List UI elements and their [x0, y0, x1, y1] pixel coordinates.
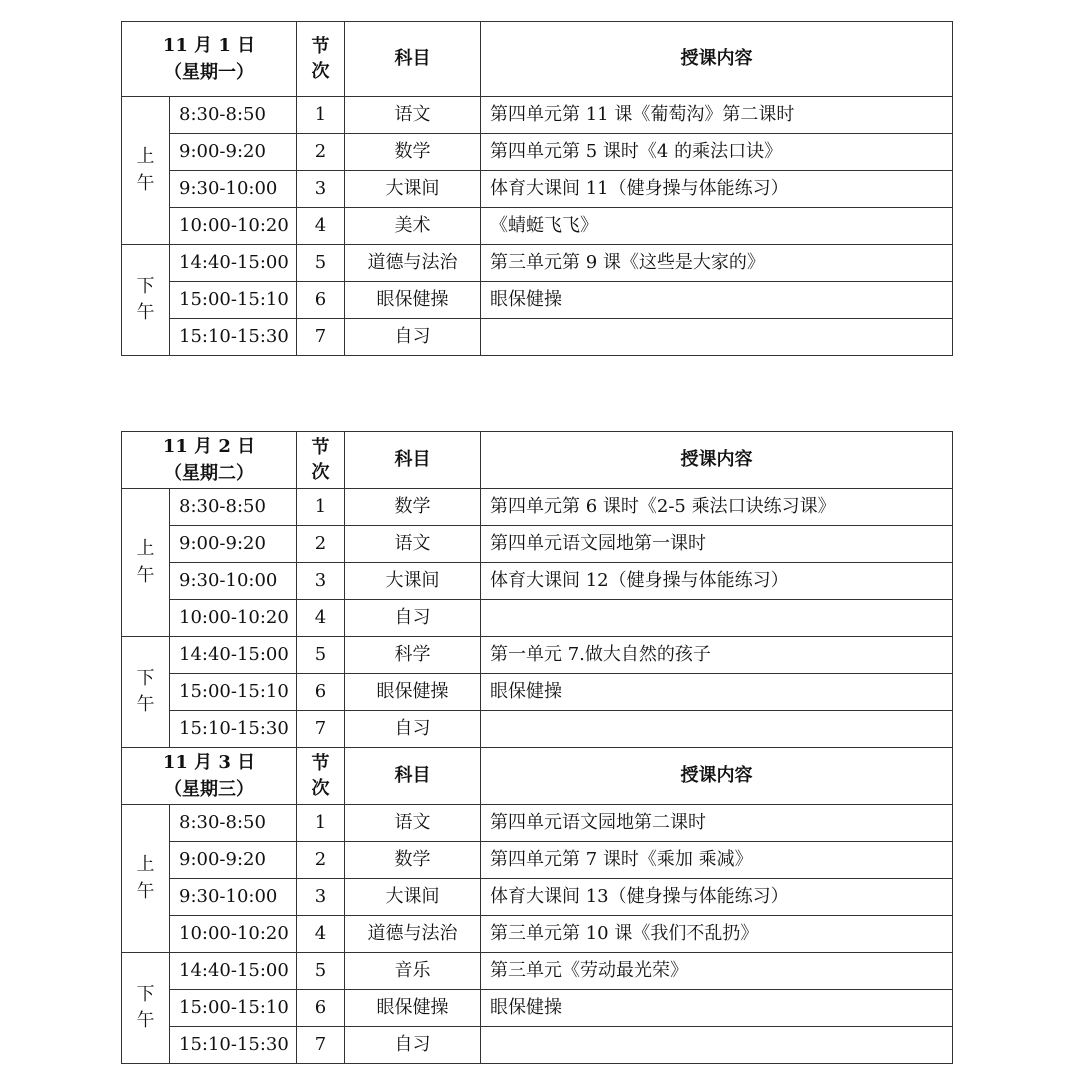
period-cell-pm: 下 午	[122, 637, 170, 748]
content-cell: 《蜻蜓飞飞》	[481, 208, 953, 245]
subject-cell: 自习	[345, 711, 481, 748]
num-cell: 7	[297, 319, 345, 356]
subject-cell: 道德与法治	[345, 916, 481, 953]
table-row	[122, 879, 953, 916]
num-cell: 4	[297, 208, 345, 245]
time-cell: 14:40-15:00	[170, 245, 297, 282]
period-cell-pm: 下 午	[122, 953, 170, 1064]
content-cell: 第三单元《劳动最光荣》	[481, 953, 953, 990]
table-row	[122, 674, 953, 711]
time-cell: 8:30-8:50	[170, 97, 297, 134]
date-header-cell	[122, 432, 297, 489]
table-row	[122, 711, 953, 748]
table-row	[122, 805, 953, 842]
weekday-label: （星期一）	[164, 62, 254, 83]
table-row	[122, 171, 953, 208]
table-row	[122, 916, 953, 953]
time-cell: 10:00-10:20	[170, 600, 297, 637]
num-cell: 3	[297, 879, 345, 916]
content-cell: 第一单元 7.做大自然的孩子	[481, 637, 953, 674]
subject-cell: 自习	[345, 1027, 481, 1064]
subject-cell: 自习	[345, 319, 481, 356]
period-cell-am: 上 午	[122, 97, 170, 245]
subject-cell: 眼保健操	[345, 674, 481, 711]
subject-cell: 数学	[345, 842, 481, 879]
subject-header: 科目	[345, 748, 481, 805]
num-cell: 4	[297, 600, 345, 637]
num-cell: 6	[297, 674, 345, 711]
period-cell-am: 上 午	[122, 805, 170, 953]
weekday-label: （星期三）	[164, 779, 254, 800]
num-cell: 7	[297, 711, 345, 748]
time-cell: 15:00-15:10	[170, 674, 297, 711]
date-label: 11 月 2 日	[162, 436, 256, 457]
num-cell: 5	[297, 953, 345, 990]
time-cell: 8:30-8:50	[170, 805, 297, 842]
time-cell: 15:10-15:30	[170, 711, 297, 748]
subject-cell: 大课间	[345, 879, 481, 916]
content-cell: 第四单元第 11 课《葡萄沟》第二课时	[481, 97, 953, 134]
content-cell: 眼保健操	[481, 990, 953, 1027]
subject-cell: 道德与法治	[345, 245, 481, 282]
subject-cell: 眼保健操	[345, 282, 481, 319]
time-cell: 14:40-15:00	[170, 953, 297, 990]
date-header-cell	[122, 22, 297, 97]
content-cell: 第四单元第 6 课时《2-5 乘法口诀练习课》	[481, 489, 953, 526]
table-row	[122, 990, 953, 1027]
content-cell: 体育大课间 11（健身操与体能练习）	[481, 171, 953, 208]
time-cell: 8:30-8:50	[170, 489, 297, 526]
table-row	[122, 282, 953, 319]
content-cell	[481, 600, 953, 637]
table-row	[122, 245, 953, 282]
num-cell: 5	[297, 245, 345, 282]
header-row	[122, 432, 953, 489]
subject-cell: 美术	[345, 208, 481, 245]
time-cell: 15:10-15:30	[170, 319, 297, 356]
content-cell	[481, 319, 953, 356]
subject-cell: 音乐	[345, 953, 481, 990]
subject-cell: 大课间	[345, 171, 481, 208]
num-cell: 1	[297, 489, 345, 526]
time-cell: 9:00-9:20	[170, 526, 297, 563]
subject-cell: 科学	[345, 637, 481, 674]
table-row	[122, 1027, 953, 1064]
time-cell: 10:00-10:20	[170, 916, 297, 953]
num-cell: 3	[297, 171, 345, 208]
content-header: 授课内容	[481, 22, 953, 97]
time-cell: 15:10-15:30	[170, 1027, 297, 1064]
content-header: 授课内容	[481, 748, 953, 805]
table-row	[122, 953, 953, 990]
num-cell: 6	[297, 990, 345, 1027]
subject-cell: 语文	[345, 805, 481, 842]
subject-header: 科目	[345, 22, 481, 97]
period-cell-am: 上 午	[122, 489, 170, 637]
subject-cell: 数学	[345, 489, 481, 526]
schedule-table-day-1	[121, 21, 953, 356]
num-cell: 5	[297, 637, 345, 674]
content-cell: 体育大课间 12（健身操与体能练习）	[481, 563, 953, 600]
content-cell: 第四单元语文园地第二课时	[481, 805, 953, 842]
table-row	[122, 489, 953, 526]
table-row	[122, 637, 953, 674]
header-row	[122, 748, 953, 805]
time-cell: 10:00-10:20	[170, 208, 297, 245]
header-row	[122, 22, 953, 97]
num-cell: 4	[297, 916, 345, 953]
period-number-header: 节 次	[297, 22, 345, 97]
content-cell: 第三单元第 9 课《这些是大家的》	[481, 245, 953, 282]
subject-cell: 眼保健操	[345, 990, 481, 1027]
table-row	[122, 97, 953, 134]
content-cell	[481, 711, 953, 748]
num-cell: 3	[297, 563, 345, 600]
schedule-table-day-2-3	[121, 431, 953, 1064]
table-row	[122, 842, 953, 879]
period-number-header: 节 次	[297, 748, 345, 805]
content-cell: 第三单元第 10 课《我们不乱扔》	[481, 916, 953, 953]
content-cell: 眼保健操	[481, 282, 953, 319]
table-row	[122, 319, 953, 356]
period-cell-pm: 下 午	[122, 245, 170, 356]
table-row	[122, 208, 953, 245]
num-cell: 2	[297, 134, 345, 171]
time-cell: 9:30-10:00	[170, 563, 297, 600]
content-cell: 第四单元第 7 课时《乘加 乘减》	[481, 842, 953, 879]
time-cell: 9:00-9:20	[170, 842, 297, 879]
table-row	[122, 526, 953, 563]
num-cell: 2	[297, 842, 345, 879]
subject-cell: 数学	[345, 134, 481, 171]
time-cell: 15:00-15:10	[170, 282, 297, 319]
content-header: 授课内容	[481, 432, 953, 489]
time-cell: 15:00-15:10	[170, 990, 297, 1027]
num-cell: 1	[297, 97, 345, 134]
time-cell: 9:00-9:20	[170, 134, 297, 171]
date-label: 11 月 1 日	[162, 35, 256, 56]
subject-cell: 大课间	[345, 563, 481, 600]
content-cell: 第四单元语文园地第一课时	[481, 526, 953, 563]
date-label: 11 月 3 日	[162, 752, 256, 773]
content-cell: 眼保健操	[481, 674, 953, 711]
date-header-cell	[122, 748, 297, 805]
content-cell	[481, 1027, 953, 1064]
num-cell: 6	[297, 282, 345, 319]
time-cell: 9:30-10:00	[170, 171, 297, 208]
subject-cell: 自习	[345, 600, 481, 637]
subject-cell: 语文	[345, 526, 481, 563]
period-number-header: 节 次	[297, 432, 345, 489]
time-cell: 9:30-10:00	[170, 879, 297, 916]
num-cell: 1	[297, 805, 345, 842]
table-row	[122, 134, 953, 171]
subject-header: 科目	[345, 432, 481, 489]
time-cell: 14:40-15:00	[170, 637, 297, 674]
table-row	[122, 600, 953, 637]
table-row	[122, 563, 953, 600]
subject-cell: 语文	[345, 97, 481, 134]
weekday-label: （星期二）	[164, 463, 254, 484]
num-cell: 7	[297, 1027, 345, 1064]
content-cell: 第四单元第 5 课时《4 的乘法口诀》	[481, 134, 953, 171]
num-cell: 2	[297, 526, 345, 563]
content-cell: 体育大课间 13（健身操与体能练习）	[481, 879, 953, 916]
